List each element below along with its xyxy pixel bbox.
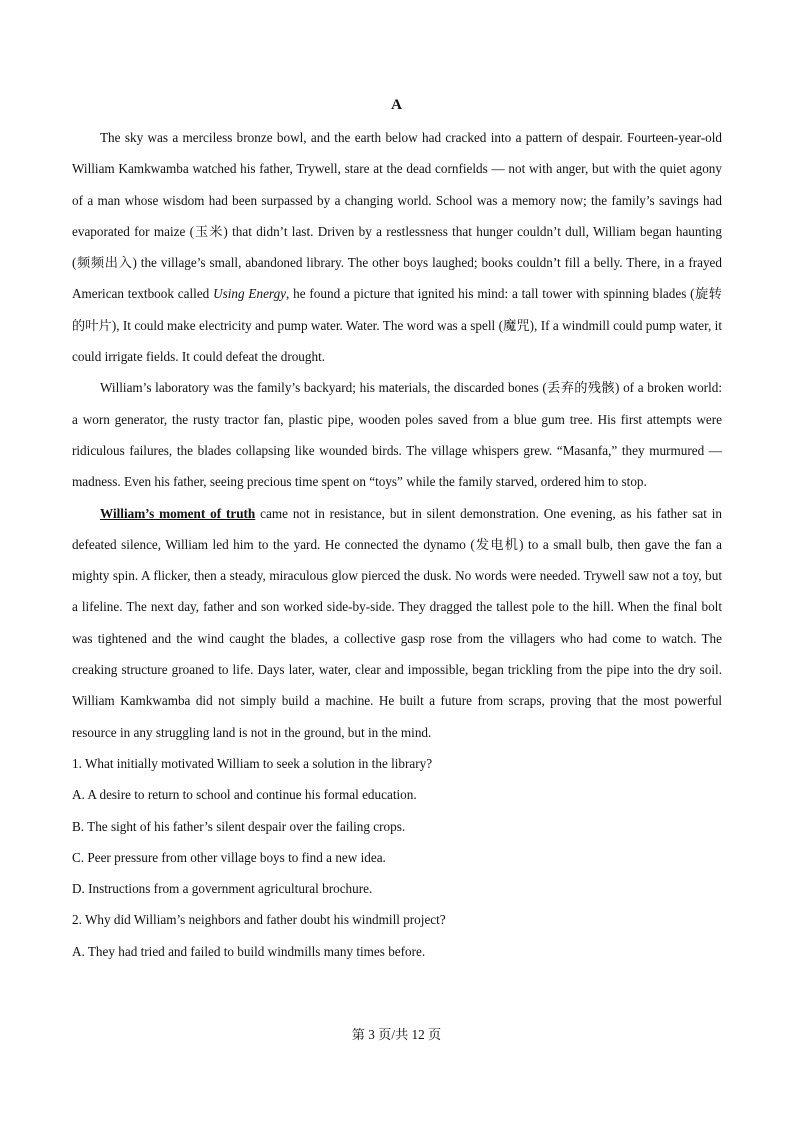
page-footer: 第 3 页/共 12 页 bbox=[351, 1027, 442, 1042]
question-1-option-a: A. A desire to return to school and continue his formal education. bbox=[72, 787, 417, 803]
paragraph-3-heading: William’s moment of truth bbox=[100, 505, 256, 521]
passage-body bbox=[72, 122, 722, 967]
paragraph-1-text-a: The sky was a merciless bronze bowl, and the earth below had cracked into a pattern of despair. Fourteen-year-old William Kamkwamba watched his father, Trywell, stare at the dead cornfields — not with anger, but with the quiet agony of a man whose wisdom had been surpassed by a changing world. School was a memory now; the family’s savings had evaporated for maize (玉米) that didn’t last. Driven by a restlessness that hunger couldn’t dull, William began haunting (频频出入) the village’s small, abandoned library. The other boys laughed; books couldn’t fill a belly. There, in a frayed American textbook called bbox=[72, 130, 722, 302]
question-2-stem: 2. Why did William’s neighbors and father doubt his windmill project? bbox=[72, 912, 446, 928]
passage-title: A bbox=[391, 97, 402, 113]
paragraph-3-text: came not in resistance, but in silent demonstration. One evening, as his father sat in defeated silence, William led him to the yard. He connected the dynamo (发电机) to a small bulb, then gave the fan a mighty spin. A flicker, then a steady, miraculous glow pierced the dusk. No words were needed. Trywell saw not a toy, but a lifeline. The next day, father and son worked side-by-side. They dragged the tallest pole to the hill. When the final bolt was tightened and the wind caught the blades, a collective gasp rose from the villagers who had come to watch. The creaking structure groaned to life. Days later, water, clear and impossible, began trickling from the pipe into the dry soil. William Kamkwamba did not simply build a machine. He built a future from scraps, proving that the most powerful resource in any struggling land is not in the ground, but in the mind. bbox=[72, 505, 722, 740]
question-1-option-b: B. The sight of his father’s silent despair over the failing crops. bbox=[72, 818, 406, 834]
book-title: Using Energy bbox=[213, 286, 287, 302]
paragraph-1 bbox=[72, 122, 722, 372]
question-2-option-a: A. They had tried and failed to build windmills many times before. bbox=[72, 943, 426, 959]
question-1-option-c: C. Peer pressure from other village boys to find a new idea. bbox=[72, 849, 386, 865]
question-1-stem: 1. What initially motivated William to seek a solution in the library? bbox=[72, 755, 433, 771]
paragraph-1-text-b: , he found a picture that ignited his mind: a tall tower with spinning blades (旋转的叶片), It could make electricity and pump water. Water. The word was a spell (魔咒), If a windmill could pump water, it could irrigate fields. It could defeat the drought. bbox=[72, 286, 722, 365]
paragraph-2: William’s laboratory was the family’s backyard; his materials, the discarded bones (丢弃的残骸) of a broken world: a worn generator, the rusty tractor fan, plastic pipe, wooden poles saved from a blue gum tree. His first attempts were ridiculous failures, the blades collapsing like wounded birds. The village whispers grew. “Masanfa,” they murmured — madness. Even his father, seeing precious time spent on “toys” while the family starved, ordered him to stop. bbox=[72, 380, 722, 490]
paragraph-3 bbox=[72, 498, 722, 748]
question-1-option-d: D. Instructions from a government agricultural brochure. bbox=[72, 881, 373, 897]
